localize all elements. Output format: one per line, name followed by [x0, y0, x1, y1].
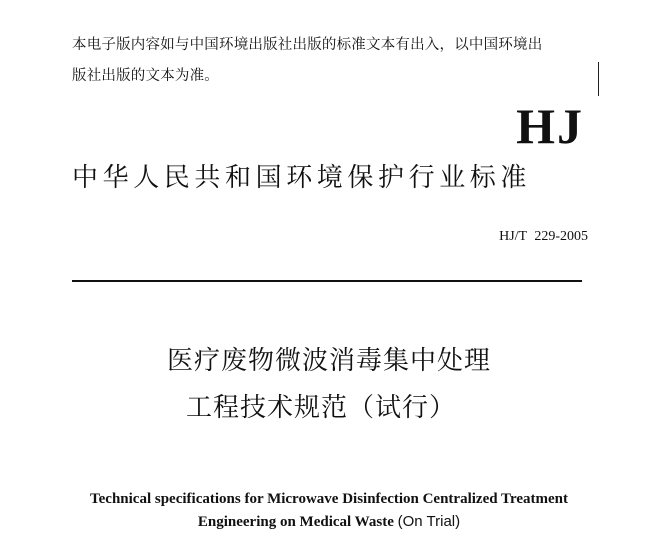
- horizontal-rule: [72, 280, 582, 282]
- english-title-line-2: [0, 510, 658, 534]
- vertical-divider: [598, 62, 599, 96]
- notice-line-1: 本电子版内容如与中国环境出版社出版的标准文本有出入，以中国环境出: [72, 37, 543, 53]
- english-title-main: Engineering on Medical Waste: [197, 514, 394, 530]
- on-trial-label: (On Trial): [397, 513, 461, 530]
- notice-line-2: 版社出版的文本为准。: [72, 68, 219, 84]
- organization-title: 中华人民共和国环境保护行业标准: [72, 163, 532, 193]
- electronic-version-notice: [72, 30, 590, 92]
- chinese-title-line-2: 工程技术规范（试行）: [185, 393, 456, 423]
- chinese-title-line-1: 医疗废物微波消毒集中处理: [166, 346, 491, 376]
- english-title-line-1: Technical specifications for Microwave Disinfection Centralized Treatment: [90, 491, 568, 507]
- standard-number: HJ/T 229-2005: [499, 229, 588, 244]
- standard-code-mark: HJ: [516, 98, 584, 154]
